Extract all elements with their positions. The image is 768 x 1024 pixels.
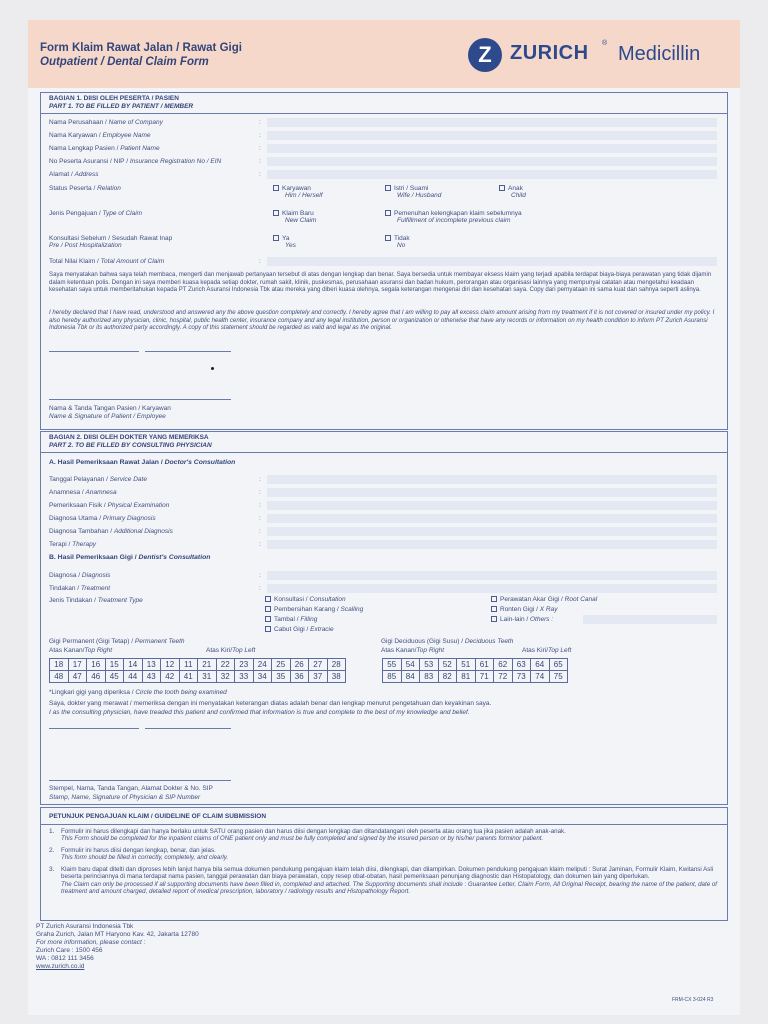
footer-more-info: For more information, please contact : [36,939,146,946]
product-name: Medicillin [618,43,701,65]
tooth-cell[interactable]: 51 [457,659,476,671]
tooth-cell[interactable]: 32 [216,671,235,683]
pre-post-no[interactable]: Tidak No [385,235,410,249]
tooth-cell[interactable]: 64 [531,659,550,671]
tooth-cell[interactable]: 47 [68,671,87,683]
anamnesa-field[interactable] [267,488,717,497]
tooth-cell[interactable]: 31 [198,671,217,683]
field-label-service-date: Tanggal Pelayanan / Service Date [49,476,147,483]
registered-mark: ® [602,40,608,47]
tooth-cell[interactable]: 18 [50,659,69,671]
tooth-cell[interactable]: 81 [457,671,476,683]
checkbox-icon[interactable] [273,235,279,241]
permanent-teeth-chart [49,658,346,683]
teeth-row [383,659,568,671]
insurance-number-field[interactable] [267,157,717,166]
date-line[interactable] [49,351,139,352]
teeth-row [50,671,346,683]
tooth-cell[interactable]: 27 [309,659,328,671]
checkbox-icon[interactable] [273,185,279,191]
doctor-place-line[interactable] [145,728,231,729]
tooth-cell[interactable]: 14 [124,659,143,671]
tooth-cell[interactable]: 12 [161,659,180,671]
treat-xray[interactable]: Ronten Gigi / X Ray [491,606,557,613]
tooth-cell[interactable]: 26 [290,659,309,671]
service-date-field[interactable] [267,475,717,484]
pre-post-yes[interactable]: Ya Yes [273,235,296,249]
place-line[interactable] [145,351,231,352]
tooth-cell[interactable]: 74 [531,671,550,683]
treat-root-canal[interactable]: Perawatan Akar Gigi / Root Canal [491,596,597,603]
field-label-physical-exam: Pemeriksaan Fisik / Physical Examination [49,502,170,509]
claim-option-new[interactable]: Klaim Baru New Claim [273,210,316,224]
field-label-therapy: Terapi / Therapy [49,541,96,548]
tooth-cell[interactable]: 37 [309,671,328,683]
tooth-cell[interactable]: 44 [124,671,143,683]
part2-heading-id: BAGIAN 2. DIISI OLEH DOKTER YANG MEMERIKSA [49,434,209,441]
checkbox-icon[interactable] [491,606,497,612]
teeth-row [50,659,346,671]
circle-tooth-note: *Lingkari gigi yang diperiksa / Circle the tooth being examined [49,689,227,696]
tooth-cell[interactable]: 42 [161,671,180,683]
doctor-date-line[interactable] [49,728,139,729]
therapy-field[interactable] [267,540,717,549]
checkbox-icon[interactable] [265,626,271,632]
checkbox-icon[interactable] [265,616,271,622]
checkbox-icon[interactable] [491,596,497,602]
guide-item-number: 1. [49,828,55,835]
footer-website-link[interactable]: www.zurich.co.id [36,963,85,970]
status-option-child[interactable]: Anak Child [499,185,526,199]
claim-form-page [28,20,740,1015]
tooth-cell[interactable]: 21 [198,659,217,671]
company-field[interactable] [267,118,717,127]
checkbox-icon[interactable] [499,185,505,191]
doctor-signature-line[interactable] [49,780,231,781]
stamp-label-id: Stempel, Nama, Tanda Tangan, Alamat Dokter & No. SIP [49,785,213,792]
tooth-cell[interactable]: 52 [438,659,457,671]
declaration-en: I hereby declared that I have read, understood and answered any the above question completely and correctly. I hereby agree that I am willing to pay all excess claim amount arising from my treatment if it is not covered or insured under my policy. I also hereby authorized any physician, clinic, hospital, public health center, insurance company and any legal institution, person or organization or otherwise that have any records or information on my health condition to inform PT Zurich Asuransi Indonesia Tbk or its authorized party accordingly. A copy of this statement should be regarded as valid and legal as the original. [49,309,715,332]
tooth-cell[interactable]: 71 [475,671,494,683]
checkbox-icon[interactable] [265,606,271,612]
field-label-primary-diagnosis: Diagnosa Utama / Primary Diagnosis [49,515,156,522]
treat-others[interactable]: Lain-lain / Others : [491,616,553,623]
form-title-id: Form Klaim Rawat Jalan / Rawat Gigi [40,42,242,54]
guideline-heading: PETUNJUK PENGAJUAN KLAIM / GUIDELINE OF CLAIM SUBMISSION [49,813,267,820]
field-label-employee: Nama Karyawan / Employee Name [49,132,151,139]
additional-diagnosis-field[interactable] [267,527,717,536]
physical-exam-field[interactable] [267,501,717,510]
claim-type-label: Jenis Pengajuan / Type of Claim [49,210,143,217]
tooth-cell[interactable]: 33 [235,671,254,683]
tooth-cell[interactable]: 48 [50,671,69,683]
guide-item-1: Formulir ini harus dilengkapi dan hanya berlaku untuk SATU orang pasien dan harus diisi dengan lengkap dan ditandatangani oleh peserta atau orang tua jika pasien adalah anak-anak. This Form should be completed for the inpatient claims of ONE patient only and must be fully completed and signed by the insured person or by his/her parents forminor patient. [61,828,566,843]
field-label-additional-diagnosis: Diagnosa Tambahan / Additional Diagnosis [49,528,173,535]
checkbox-icon[interactable] [491,616,497,622]
tooth-cell[interactable]: 34 [253,671,272,683]
guideline-section [40,807,728,921]
tooth-cell[interactable]: 41 [179,671,198,683]
patient-signature-label-id: Nama & Tanda Tangan Pasien / Karyawan [49,405,171,412]
status-option-spouse[interactable]: Istri / Suami Wife / Husband [385,185,441,199]
footer-address: Graha Zurich, Jalan MT Haryono Kav. 42, Jakarta 12780 [36,931,199,938]
treat-consultation[interactable]: Konsultasi / Consultation [265,596,346,603]
tooth-cell[interactable]: 73 [512,671,531,683]
tooth-cell[interactable]: 62 [494,659,513,671]
tooth-cell[interactable]: 55 [383,659,402,671]
treat-extraction[interactable]: Cabut Gigi / Extracie [265,626,334,633]
field-label-treatment: Tindakan / Treatment [49,585,111,592]
employee-name-field[interactable] [267,131,717,140]
status-label: Status Peserta / Relation [49,185,121,192]
patient-signature-line[interactable] [49,399,231,400]
total-claim-label: Total Nilai Klaim / Total Amount of Claim [49,258,165,265]
tooth-cell[interactable]: 13 [142,659,161,671]
treat-filling[interactable]: Tambal / Filling [265,616,317,623]
tooth-cell[interactable]: 16 [87,659,106,671]
doctor-declaration-id: Saya, dokter yang merawat / memeriksa dengan ini menyatakan keterangan diatas adalah benar dan lengkap menurut pengetahuan dan keyakinan saya. [49,700,492,707]
tooth-cell[interactable]: 38 [327,671,346,683]
tooth-cell[interactable]: 85 [383,671,402,683]
checkbox-icon[interactable] [385,210,391,216]
status-option-self[interactable]: Karyawan Him / Herself [273,185,323,199]
part2-heading-en: PART 2. TO BE FILLED BY CONSULTING PHYSICIAN [49,442,212,449]
tooth-cell[interactable]: 53 [420,659,439,671]
dental-treatment-field[interactable] [267,584,717,593]
tooth-cell[interactable]: 17 [68,659,87,671]
part1-heading-en: PART 1. TO BE FILLED BY PATIENT / MEMBER [49,103,194,110]
footer-wa: WA : 0812 111 3456 [36,955,94,962]
brand-name: ZURICH [510,42,589,64]
tooth-cell[interactable]: 61 [475,659,494,671]
permanent-top-right: Atas Kanan/Top Right [49,647,113,654]
zurich-logo-icon: Z [468,38,502,72]
patient-signature-label-en: Name & Signature of Patient / Employee [49,413,166,420]
teeth-row [383,671,568,683]
form-title-en: Outpatient / Dental Claim Form [40,56,209,68]
tooth-cell[interactable]: 65 [549,659,568,671]
part1-heading-id: BAGIAN 1. DIISI OLEH PESERTA / PASIEN [49,95,179,102]
deciduous-teeth-chart [382,658,568,683]
tooth-cell[interactable]: 72 [494,671,513,683]
total-claim-field[interactable] [267,257,717,266]
checkbox-icon[interactable] [385,185,391,191]
field-label-company: Nama Perusahaan / Name of Company [49,119,163,126]
tooth-cell[interactable]: 22 [216,659,235,671]
declaration-id: Saya menyatakan bahwa saya telah membaca, mengerti dan menjawab pertanyaan tersebut di atas dengan lengkap dan benar. Saya bersedia untuk membayar eksess klaim yang terjadi apabila terdapat biaya-biaya perawatan yang tidak dijamin dalam ketentuan polis. Dengan ini saya memberi kuasa kepada setiap dokter, rumah sakit, klinik, puskesmas, perusahaan asuransi dan badan hukum, perorangan atau organisasi lainnya yang mempunyai catatan atau mengetahui keadaan kesehatan saya untuk memberitahukan kepada PT Zurich Asuransi Indonesia Tbk atau mereka yang diberi kuasa olehnya, segala keterangan mengenai diri dan kesehatan saya. Copy dari pernyataan ini sama kuat dan sahnya seperti aslinya. [49,271,712,294]
part1-section: BAGIAN 1. DIISI OLEH PESERTA / PASIEN PART 1. TO BE FILLED BY PATIENT / MEMBER Nama Perusahaan / Name of Company : Nama Karyawan / Employee Name : Nama Lengkap Pasien / Patient Name : No Peserta Asuransi / NIP / Insurance Registration No / EIN : Alamat / Address : Status Peserta / Relation Karyawan Him / Herself Istri / Suami Wife / Husband Anak Child Jenis Pengajuan / Type of Claim Klaim Baru New Claim Pemenuhan kelengkapan klaim sebelumnya Fulfillment of incomplete previous claim Konsultasi Sebelum / Sesudah Rawat Inap Pre / Post Hospitalization Ya Yes Tidak No Total Nilai Klaim / Total Amount of Claim : Saya menyatakan bahwa saya telah membaca, mengerti dan menjawab pertanyaan tersebut di atas dengan lengkap dan benar. Saya bersedia untuk membayar eksess klaim yang terjadi apabila terdapat biaya-biaya perawatan yang tidak dijamin dalam ketentuan polis. Dengan ini saya memberi kuasa kepada setiap dokter, rumah sakit, klinik, puskesmas, perusahaan asuransi dan badan hukum, perorangan atau organisasi lainnya yang mempunyai catatan atau mengetahui keadaan kesehatan saya untuk memberitahukan kepada PT Zurich Asuransi Indonesia Tbk atau mereka yang diberi kuasa olehnya, segala keterangan mengenai diri dan kesehatan saya. Copy dari pernyataan ini sama kuat dan sahnya seperti aslinya. I hereby declared that I have read, understood and answered any the above question completely and correctly. I hereby agree that I am willing to pay all excess claim amount arising from my treatment if it is not covered or insured under my policy. I also hereby authorized any physician, clinic, hospital, public health center, insurance company and any legal institution, person or organization or otherwise that have any records or information on my health condition to inform PT Zurich Asuransi Indonesia Tbk or its authorized party accordingly. A copy of this statement should be regarded as valid and legal as the original. Nama & Tanda Tangan Pasien / Karyawan Name & Signature of Patient / Employee [40,92,728,430]
treat-scalling[interactable]: Pembersihan Karang / Scalling [265,606,363,613]
stamp-label-en: Stamp, Name, Signature of Physician & SIP Number [49,794,201,801]
guide-item-number: 2. [49,847,55,854]
tooth-cell[interactable]: 46 [87,671,106,683]
footer-care: Zurich Care : 1500 456 [36,947,103,954]
tooth-cell[interactable]: 83 [420,671,439,683]
guide-item-2: Formulir ini harus diisi dengan lengkap, benar, dan jelas. This form should be filled in correctly, completely, and clearly. [61,847,229,862]
permanent-top-left: Atas Kiri/Top Left [206,647,256,654]
tooth-cell[interactable]: 11 [179,659,198,671]
field-label-insurance-no: No Peserta Asuransi / NIP / Insurance Registration No / EIN [49,158,222,165]
claim-option-fulfillment[interactable]: Pemenuhan kelengkapan klaim sebelumnya Fulfillment of incomplete previous claim [385,210,522,224]
field-label-patient: Nama Lengkap Pasien / Patient Name [49,145,160,152]
dentist-consultation-heading: B. Hasil Pemeriksaan Gigi / Dentist's Consultation [49,554,211,561]
tooth-cell[interactable]: 43 [142,671,161,683]
tooth-cell[interactable]: 54 [401,659,420,671]
tooth-cell[interactable]: 24 [253,659,272,671]
checkbox-icon[interactable] [265,596,271,602]
footer-company: PT Zurich Asuransi Indonesia Tbk [36,923,134,930]
treatment-type-label: Jenis Tindakan / Treatment Type [49,597,143,604]
others-field[interactable] [583,615,717,624]
field-label-anamnesa: Anamnesa / Anamnesa [49,489,117,496]
address-field[interactable] [267,170,717,179]
primary-diagnosis-field[interactable] [267,514,717,523]
form-code: FRM-CX 3-024 R3 [672,997,714,1003]
tooth-cell[interactable]: 63 [512,659,531,671]
deciduous-teeth-title: Gigi Deciduous (Gigi Susu) / Deciduous Teeth [381,638,514,645]
deciduous-top-left: Atas Kiri/Top Left [522,647,572,654]
tooth-cell[interactable]: 82 [438,671,457,683]
part2-section: BAGIAN 2. DIISI OLEH DOKTER YANG MEMERIKSA PART 2. TO BE FILLED BY CONSULTING PHYSICIAN A. Hasil Pemeriksaan Rawat Jalan / Doctor's Consultation Tanggal Pelayanan / Service Date : Anamnesa / Anamnesa : Pemeriksaan Fisik / Physical Examination : Diagnosa Utama / Primary Diagnosis : Diagnosa Tambahan / Additional Diagnosis : Terapi / Therapy : B. Hasil Pemeriksaan Gigi / Dentist's Consultation Diagnosa / Diagnosis : Tindakan / Treatment : Jenis Tindakan / Treatment Type Konsultasi / Consultation Pembersihan Karang / Scalling Tambal / Filling Cabut Gigi / Extracie Perawatan Akar Gigi / Root Canal Ronten Gigi / X Ray Lain-lain / Others : Gigi Permanent (Gigi Tetap) / Permanent Teeth Atas Kanan/Top Right Atas Kiri/Top Left 18 17 16 15 14 13 12 11 21 22 23 24 25 26 27 28 48 47 46 45 44 43 42 41 31 32 33 34 35 36 37 38 Gigi Deciduous (Gigi Susu) / Deciduous Teeth Atas Kanan/Top Right Atas Kiri/Top Left 55 54 53 52 51 61 62 63 64 65 85 84 83 82 81 71 72 73 74 75 *Lingkari gigi yang diperiksa / Circle the tooth being examined Saya, dokter yang merawat / memeriksa dengan ini menyatakan keterangan diatas adalah benar dan lengkap menurut pengetahuan dan keyakinan saya. I as the consulting physician, have treaded this patient and confirmed that information is true and complete to the best of my knowledge and belief. Stempel, Nama, Tanda Tangan, Alamat Dokter & No. SIP Stamp, Name, Signature of Physician & SIP Number [40,431,728,805]
guide-item-number: 3. [49,866,55,873]
deciduous-top-right: Atas Kanan/Top Right [381,647,445,654]
form-header [28,20,740,88]
tooth-cell[interactable]: 35 [272,671,291,683]
permanent-teeth-title: Gigi Permanent (Gigi Tetap) / Permanent Teeth [49,638,185,645]
tooth-cell[interactable]: 23 [235,659,254,671]
field-label-diagnosis: Diagnosa / Diagnosis [49,572,111,579]
patient-name-field[interactable] [267,144,717,153]
field-label-address: Alamat / Address [49,171,99,178]
tooth-cell[interactable]: 25 [272,659,291,671]
tooth-cell[interactable]: 28 [327,659,346,671]
tooth-cell[interactable]: 84 [401,671,420,683]
dental-diagnosis-field[interactable] [267,571,717,580]
checkbox-icon[interactable] [273,210,279,216]
tooth-cell[interactable]: 75 [549,671,568,683]
doctor-declaration-en: I as the consulting physician, have treaded this patient and confirmed that information is true and complete to the best of my knowledge and belief. [49,709,470,716]
guide-item-3: Klaim baru dapat ditelti dan diproses lebih lanjut hanya bila semua dokumen pendukung pengajuan klaim telah diisi, dilengkapi, dan dilampirkan. Dokumen pendukung pengajuan klaim meliputi : Surat Jaminan, Formulir Klaim, Kwitansi Asli beserta perinciannya di mana terdapat nama pasien, tanggal perawatan dan biaya perawatan, copy resep obat-obatan, hasil pemeriksaan penunjang diagnostic dan Histopatology, dan dokumen lain yang diperlukan. The Claim can only be processed if all supporting documents have been filled in, completed and attached. The Supporting documents shall include : Guarantee Letter, Claim Form, All Original Receipt, bearing the name of the patient, date of treatment and amount charged, detailed report of medical prescription, laboratory / radiology results and Histopathology Report. [61,866,718,896]
tooth-cell[interactable]: 15 [105,659,124,671]
tooth-cell[interactable]: 36 [290,671,309,683]
tooth-cell[interactable]: 45 [105,671,124,683]
pre-post-label: Konsultasi Sebelum / Sesudah Rawat Inap Pre / Post Hospitalization [49,235,173,249]
checkbox-icon[interactable] [385,235,391,241]
doctor-consultation-heading: A. Hasil Pemeriksaan Rawat Jalan / Doctor's Consultation [49,459,236,466]
